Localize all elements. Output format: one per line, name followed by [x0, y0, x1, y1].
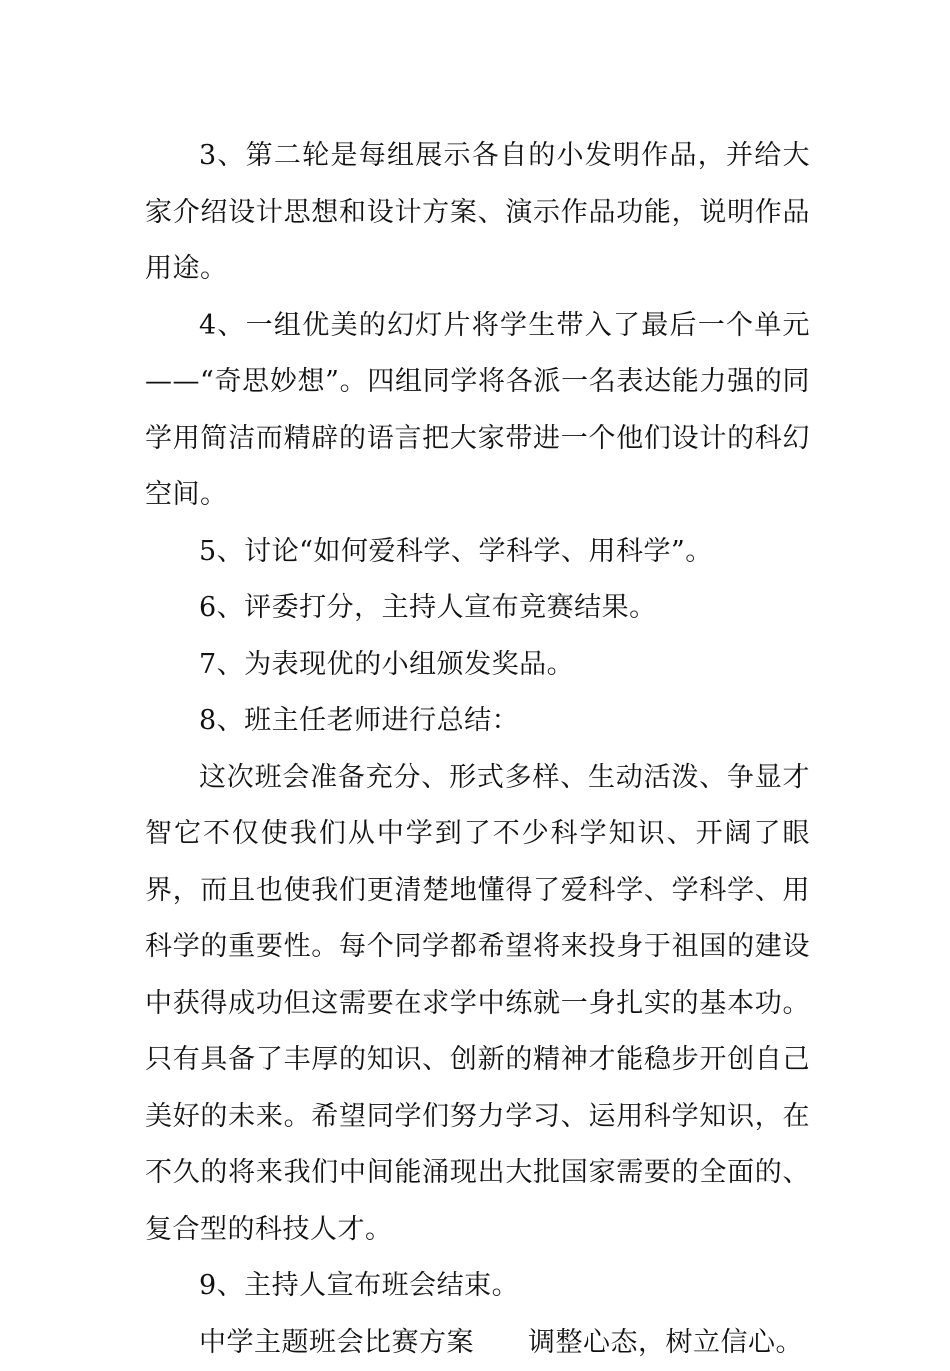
footer-line: [145, 1315, 810, 1371]
paragraph-step-7: 7、为表现优的小组颁发奖品。: [145, 637, 810, 694]
paragraph-step-6: 6、评委打分，主持人宣布竞赛结果。: [145, 580, 810, 637]
paragraph-step-9: 9、主持人宣布班会结束。: [145, 1258, 810, 1315]
footer-subtitle: 调整心态，树立信心。: [528, 1327, 803, 1358]
paragraph-step-3: 3、第二轮是每组展示各自的小发明作品，并给大家介绍设计思想和设计方案、演示作品功能，说明作品用途。: [145, 128, 810, 298]
paragraph-summary: 这次班会准备充分、形式多样、生动活泼、争显才智它不仅使我们从中学到了不少科学知识、开阔了眼界，而且也使我们更清楚地懂得了爱科学、学科学、用科学的重要性。每个同学都希望将来投身于祖国的建设中获得成功但这需要在求学中练就一身扎实的基本功。只有具备了丰厚的知识、创新的精神才能稳步开创自己美好的未来。希望同学们努力学习、运用科学知识，在不久的将来我们中间能涌现出大批国家需要的全面的、复合型的科技人才。: [145, 750, 810, 1259]
paragraph-step-8: 8、班主任老师进行总结：: [145, 693, 810, 750]
footer-title: 中学主题班会比赛方案: [199, 1327, 474, 1358]
document-body: [145, 128, 810, 1371]
paragraph-step-5: 5、讨论“如何爱科学、学科学、用科学”。: [145, 524, 810, 581]
paragraph-step-4: 4、一组优美的幻灯片将学生带入了最后一个单元——“奇思妙想”。四组同学将各派一名表达能力强的同学用简洁而精辟的语言把大家带进一个他们设计的科幻空间。: [145, 298, 810, 524]
